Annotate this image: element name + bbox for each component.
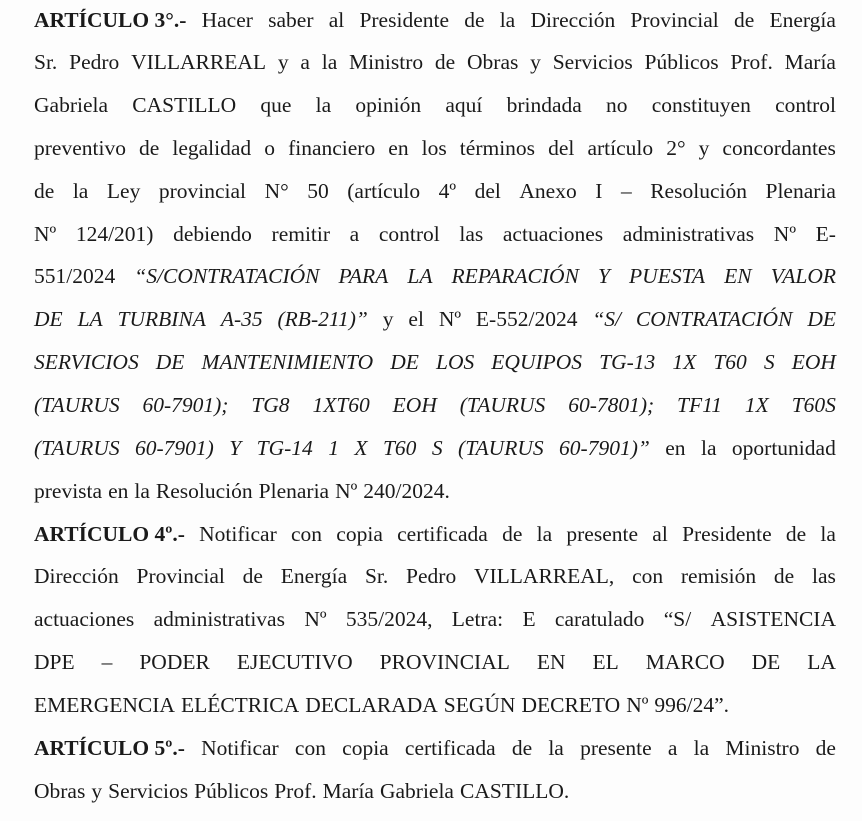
word: PODER bbox=[139, 650, 210, 674]
word: MARCO bbox=[645, 650, 725, 674]
word: certificada bbox=[404, 736, 496, 760]
word: copia bbox=[342, 736, 389, 760]
text-line bbox=[34, 135, 836, 161]
word: Letra: bbox=[451, 607, 504, 631]
word: “S/ bbox=[663, 607, 692, 631]
word: la bbox=[536, 522, 553, 546]
word: de bbox=[511, 736, 533, 760]
word: con bbox=[632, 564, 664, 588]
word: DE bbox=[807, 307, 836, 331]
word: Sr. bbox=[364, 564, 389, 588]
word: TURBINA bbox=[117, 307, 206, 331]
word: remisión bbox=[680, 564, 757, 588]
word: de bbox=[34, 179, 55, 203]
text-line bbox=[34, 92, 836, 118]
word: 60-7901) bbox=[135, 436, 214, 460]
word: VILLARREAL, bbox=[473, 564, 615, 588]
word: artículo bbox=[587, 136, 654, 160]
word: TG8 bbox=[251, 393, 290, 417]
word: con bbox=[291, 522, 323, 546]
word: DPE bbox=[34, 650, 75, 674]
text-line bbox=[34, 49, 836, 75]
word: A-35 bbox=[220, 307, 263, 331]
word: la bbox=[321, 50, 338, 74]
word: S bbox=[431, 436, 443, 460]
word: la bbox=[72, 179, 89, 203]
word: Ley bbox=[106, 179, 141, 203]
word: 1X bbox=[744, 393, 769, 417]
word: caratulado bbox=[554, 607, 645, 631]
word: y bbox=[91, 779, 103, 803]
word: de bbox=[733, 8, 755, 32]
word: Plenaria bbox=[258, 479, 330, 503]
word: y bbox=[698, 136, 710, 160]
word: Prof. bbox=[730, 50, 773, 74]
word: copia bbox=[336, 522, 383, 546]
word: que bbox=[260, 93, 292, 117]
word: EMERGENCIA bbox=[34, 693, 175, 717]
word: T60S bbox=[791, 393, 836, 417]
word: Anexo bbox=[519, 179, 577, 203]
word: 4º bbox=[438, 179, 457, 203]
word: preventivo bbox=[34, 136, 126, 160]
word: Públicos bbox=[644, 50, 719, 74]
word: Obras bbox=[34, 779, 86, 803]
word: saber bbox=[268, 8, 314, 32]
word: al bbox=[652, 522, 668, 546]
word: en bbox=[665, 436, 686, 460]
word: constituyen bbox=[651, 93, 751, 117]
word: ARTÍCULO 4º.- bbox=[34, 522, 185, 546]
word: la bbox=[548, 736, 564, 760]
word: (TAURUS bbox=[34, 393, 120, 417]
word: Y bbox=[229, 436, 242, 460]
word: el bbox=[408, 307, 424, 331]
word: LA bbox=[807, 650, 836, 674]
word: – bbox=[101, 650, 113, 674]
word: administrativas bbox=[622, 222, 755, 246]
word: Ministro bbox=[725, 736, 800, 760]
word: de bbox=[139, 136, 160, 160]
word: prevista bbox=[34, 479, 103, 503]
word: DE bbox=[751, 650, 781, 674]
word: E bbox=[522, 607, 536, 631]
word: Nº bbox=[773, 222, 796, 246]
word: EN bbox=[724, 264, 752, 288]
word: y bbox=[530, 50, 541, 74]
word: – bbox=[620, 179, 632, 203]
text-line bbox=[34, 478, 836, 504]
word: al bbox=[328, 8, 345, 32]
word: actuaciones bbox=[502, 222, 604, 246]
word: Obras bbox=[467, 50, 519, 74]
word: de bbox=[773, 564, 795, 588]
word: actuaciones bbox=[34, 607, 135, 631]
word: María bbox=[322, 779, 374, 803]
word: SERVICIOS bbox=[34, 350, 139, 374]
word: de bbox=[502, 522, 523, 546]
word: presente bbox=[580, 736, 652, 760]
word: “S/CONTRATACIÓN bbox=[134, 264, 320, 288]
word: Servicios bbox=[552, 50, 633, 74]
word: T60 bbox=[382, 436, 417, 460]
word: control bbox=[775, 93, 836, 117]
word: las bbox=[811, 564, 836, 588]
word: ARTÍCULO 5º.- bbox=[34, 736, 185, 760]
word: la bbox=[820, 522, 836, 546]
word: Dirección bbox=[34, 564, 119, 588]
word: DE bbox=[155, 350, 185, 374]
word: X bbox=[354, 436, 368, 460]
word: EL bbox=[592, 650, 619, 674]
word: la bbox=[134, 479, 150, 503]
word: Prof. bbox=[274, 779, 317, 803]
word: Presidente bbox=[682, 522, 772, 546]
word: del bbox=[474, 179, 501, 203]
word: oportunidad bbox=[731, 436, 836, 460]
word: Hacer bbox=[201, 8, 253, 32]
text-line bbox=[34, 563, 836, 589]
word: control bbox=[378, 222, 440, 246]
text-line bbox=[34, 435, 836, 461]
word: DE bbox=[390, 350, 419, 374]
word: CASTILLO. bbox=[459, 779, 570, 803]
word: la bbox=[693, 736, 710, 760]
text-line bbox=[34, 692, 836, 718]
text-line bbox=[34, 735, 836, 761]
word: Resolución bbox=[650, 179, 747, 203]
text-line bbox=[34, 649, 836, 675]
word: PUESTA bbox=[629, 264, 706, 288]
word: MANTENIMIENTO bbox=[201, 350, 374, 374]
word: (TAURUS bbox=[34, 436, 120, 460]
word: Provincial bbox=[630, 8, 719, 32]
word: aquí bbox=[445, 93, 483, 117]
word: Nº bbox=[34, 222, 57, 246]
word: PARA bbox=[338, 264, 389, 288]
word: Energía bbox=[769, 8, 836, 32]
word: los bbox=[421, 136, 447, 160]
word: Notificar bbox=[201, 736, 279, 760]
word: de bbox=[464, 8, 485, 32]
text-line bbox=[34, 306, 836, 332]
word: Y bbox=[598, 264, 610, 288]
word: la bbox=[315, 93, 332, 117]
word: de bbox=[815, 736, 836, 760]
word: ELÉCTRICA bbox=[180, 693, 300, 717]
word: de bbox=[785, 522, 807, 546]
word: Energía bbox=[280, 564, 348, 588]
word: del bbox=[548, 136, 575, 160]
word: 1XT60 bbox=[312, 393, 370, 417]
word: legalidad bbox=[172, 136, 252, 160]
text-line bbox=[34, 221, 836, 247]
word: EN bbox=[536, 650, 566, 674]
text-line bbox=[34, 392, 836, 418]
word: Nº bbox=[438, 307, 462, 331]
word: SEGÚN bbox=[443, 693, 516, 717]
word: (TAURUS bbox=[458, 436, 544, 460]
word: Gabriela bbox=[34, 93, 109, 117]
word: no bbox=[606, 93, 628, 117]
word: T60 bbox=[713, 350, 747, 374]
word: EJECUTIVO bbox=[236, 650, 353, 674]
word: LOS bbox=[435, 350, 475, 374]
word: remitir bbox=[271, 222, 331, 246]
word: Servicios bbox=[108, 779, 189, 803]
word: en bbox=[388, 136, 409, 160]
word: a bbox=[300, 50, 310, 74]
word: EQUIPOS bbox=[491, 350, 583, 374]
word: DE bbox=[34, 307, 63, 331]
word: Nº bbox=[304, 607, 327, 631]
word: E-552/2024 bbox=[475, 307, 578, 331]
word: Plenaria bbox=[765, 179, 836, 203]
word: (RB-211)” bbox=[277, 307, 368, 331]
word: DECLARADA bbox=[305, 693, 438, 717]
word: presente bbox=[566, 522, 639, 546]
word: LA bbox=[407, 264, 433, 288]
word: 60-7901); bbox=[142, 393, 229, 417]
word: TG-13 bbox=[599, 350, 656, 374]
word: 1 bbox=[328, 436, 339, 460]
word: 50 bbox=[307, 179, 329, 203]
word: TG-14 bbox=[256, 436, 313, 460]
word: Presidente bbox=[359, 8, 449, 32]
word: REPARACIÓN bbox=[451, 264, 579, 288]
word: Nº bbox=[626, 693, 649, 717]
word: “S/ bbox=[592, 307, 622, 331]
word: con bbox=[294, 736, 326, 760]
word: Dirección bbox=[530, 8, 616, 32]
word: (TAURUS bbox=[459, 393, 546, 417]
word: Ministro bbox=[349, 50, 424, 74]
word: administrativas bbox=[153, 607, 285, 631]
word: Nº bbox=[335, 479, 358, 503]
word: provincial bbox=[158, 179, 247, 203]
word: opinión bbox=[355, 93, 422, 117]
word: a bbox=[667, 736, 678, 760]
word: CASTILLO bbox=[132, 93, 237, 117]
word: 60-7901)” bbox=[559, 436, 650, 460]
word: PROVINCIAL bbox=[379, 650, 510, 674]
word: 240/2024. bbox=[363, 479, 450, 503]
word: Provincial bbox=[136, 564, 225, 588]
word: la bbox=[499, 8, 516, 32]
word: la bbox=[700, 436, 717, 460]
word: Gabriela bbox=[379, 779, 454, 803]
word: (artículo bbox=[347, 179, 421, 203]
word: en bbox=[108, 479, 129, 503]
word: concordantes bbox=[722, 136, 836, 160]
word: 551/2024 bbox=[34, 264, 116, 288]
word: DECRETO bbox=[521, 693, 621, 717]
word: 2° bbox=[666, 136, 686, 160]
word: E- bbox=[815, 222, 836, 246]
text-line bbox=[34, 263, 836, 289]
word: ARTÍCULO 3°.- bbox=[34, 8, 187, 32]
word: o bbox=[264, 136, 275, 160]
word: 996/24”. bbox=[654, 693, 730, 717]
word: términos bbox=[459, 136, 536, 160]
word: debiendo bbox=[173, 222, 252, 246]
text-line bbox=[34, 178, 836, 204]
word: 124/201) bbox=[75, 222, 154, 246]
word: Públicos bbox=[194, 779, 269, 803]
word: VALOR bbox=[770, 264, 836, 288]
word: Resolución bbox=[155, 479, 253, 503]
word: CONTRATACIÓN bbox=[635, 307, 793, 331]
word: María bbox=[784, 50, 836, 74]
word: EOH bbox=[791, 350, 836, 374]
word: de bbox=[242, 564, 263, 588]
word: 535/2024, bbox=[345, 607, 433, 631]
word: N° bbox=[264, 179, 289, 203]
word: TF11 bbox=[677, 393, 723, 417]
word: Pedro bbox=[406, 564, 457, 588]
word: LA bbox=[77, 307, 103, 331]
text-line bbox=[34, 7, 836, 33]
text-line bbox=[34, 778, 836, 804]
word: certificada bbox=[397, 522, 488, 546]
text-line bbox=[34, 521, 836, 547]
word: ASISTENCIA bbox=[710, 607, 836, 631]
word: EOH bbox=[392, 393, 437, 417]
word: financiero bbox=[288, 136, 376, 160]
word: las bbox=[459, 222, 484, 246]
word: a bbox=[349, 222, 360, 246]
word: S bbox=[763, 350, 775, 374]
word: VILLARREAL bbox=[131, 50, 267, 74]
word: y bbox=[382, 307, 394, 331]
word: y bbox=[277, 50, 289, 74]
word: de bbox=[434, 50, 456, 74]
word: 60-7801); bbox=[568, 393, 655, 417]
word: I bbox=[595, 179, 603, 203]
text-line bbox=[34, 606, 836, 632]
text-line bbox=[34, 349, 836, 375]
word: Pedro bbox=[69, 50, 120, 74]
word: brindada bbox=[506, 93, 582, 117]
word: 1X bbox=[672, 350, 697, 374]
word: Notificar bbox=[199, 522, 277, 546]
word: Sr. bbox=[34, 50, 58, 74]
